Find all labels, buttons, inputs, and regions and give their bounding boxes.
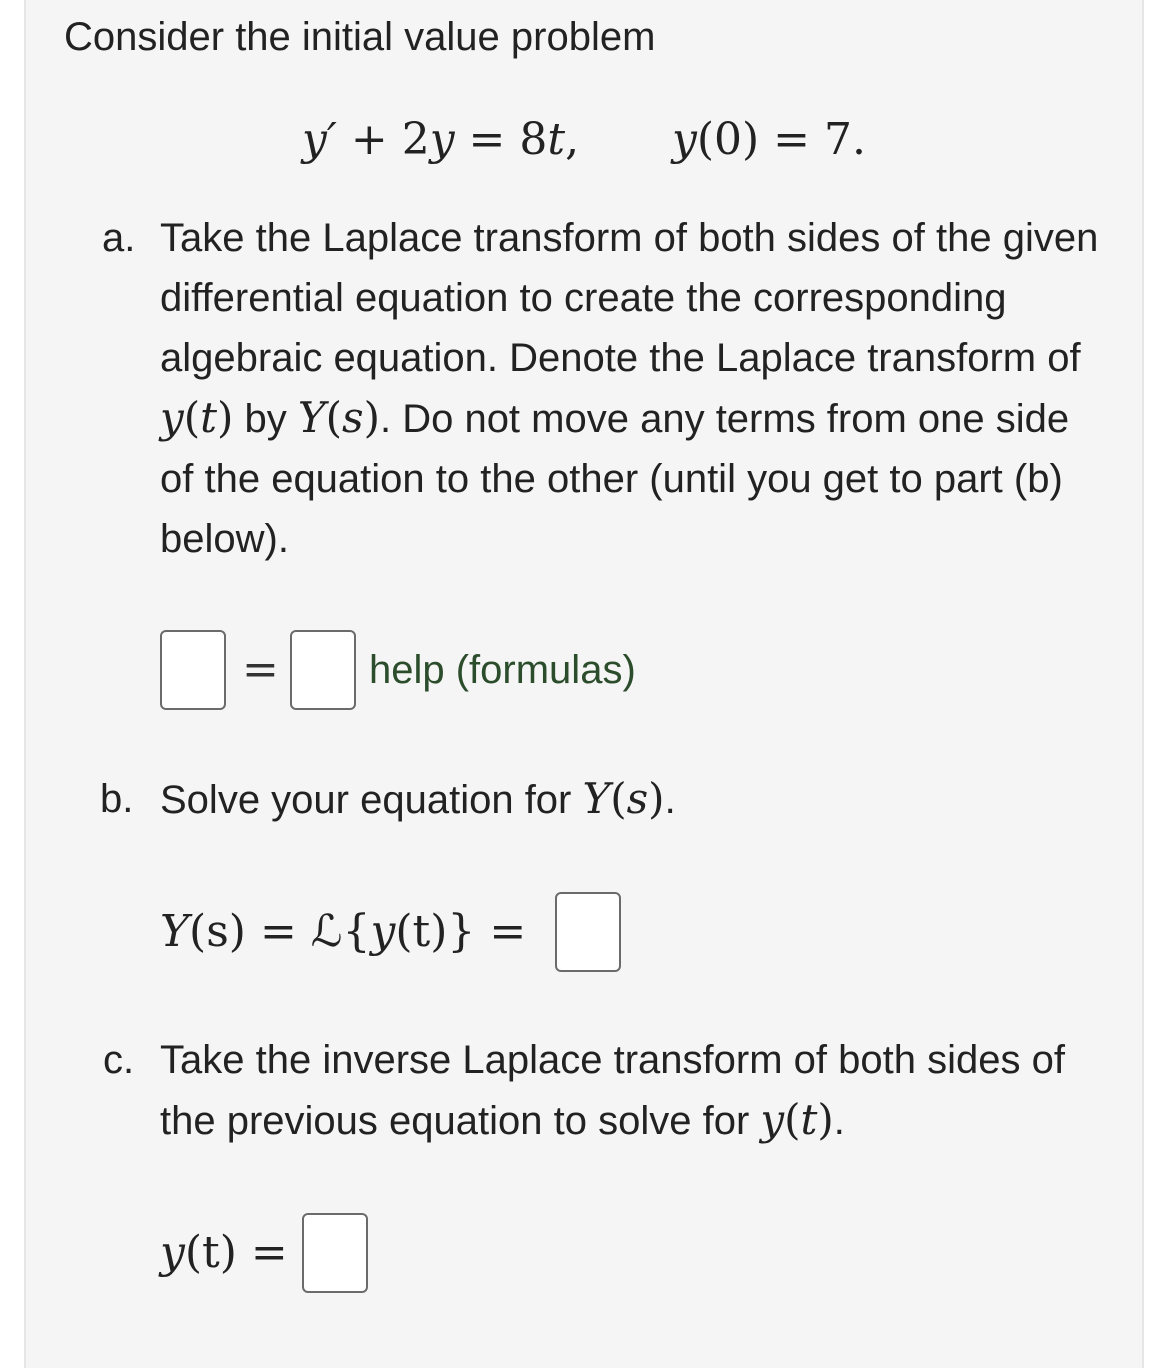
math-Y-of-s-b: Y(s) — [582, 774, 665, 823]
part-b-period: . — [664, 778, 676, 822]
part-a-marker: a. — [102, 216, 136, 260]
problem-intro: Consider the initial value problem — [64, 15, 656, 59]
part-c-equation: y(t) = — [160, 1227, 288, 1278]
part-a-equals: = — [242, 644, 279, 695]
part-b-text — [160, 769, 1100, 830]
ic-y: y — [672, 114, 697, 165]
part-a-text-2: . Do not move any terms from one side of the equation to the other (until you get to part (b) below). — [160, 397, 1070, 561]
t-var: t — [547, 114, 566, 165]
initial-condition — [672, 112, 866, 168]
y-prime: y′ — [302, 114, 337, 165]
math-y-of-t-c: y(t) — [760, 1095, 834, 1144]
part-c-answer-box[interactable] — [302, 1213, 368, 1293]
part-b-answer-box[interactable] — [555, 892, 621, 972]
part-a-right-answer-box[interactable] — [290, 630, 356, 710]
differential-equation — [302, 112, 579, 168]
help-formulas-link[interactable]: help (formulas) — [369, 648, 636, 692]
part-a-text-by: by — [233, 397, 298, 441]
ic-arg: (0) = 7. — [696, 114, 867, 165]
part-b-marker: b. — [100, 777, 134, 821]
part-c-text-main: Take the inverse Laplace transform of both sides of the previous equation to solve for — [160, 1038, 1065, 1143]
y-var: y — [429, 114, 455, 165]
part-c-marker: c. — [103, 1038, 135, 1082]
plus-two: + 2 — [336, 114, 430, 165]
part-b-text-main: Solve your equation for — [160, 778, 583, 822]
part-c-text — [160, 1030, 1100, 1151]
part-a-text — [160, 208, 1100, 569]
part-b-equation: Y(s) = ℒ{y(t)} = — [160, 906, 527, 957]
equals-eight: = 8 — [454, 114, 548, 165]
part-c-period: . — [833, 1099, 845, 1143]
math-Y-of-s: Y(s) — [297, 393, 380, 442]
math-y-of-t: y(t) — [160, 393, 234, 442]
comma: , — [565, 114, 580, 165]
part-a-left-answer-box[interactable] — [160, 630, 226, 710]
part-a-text-1: Take the Laplace transform of both sides of the given differential equation to create the corresponding algebraic equation. Denote the Laplace transform of — [160, 216, 1099, 380]
